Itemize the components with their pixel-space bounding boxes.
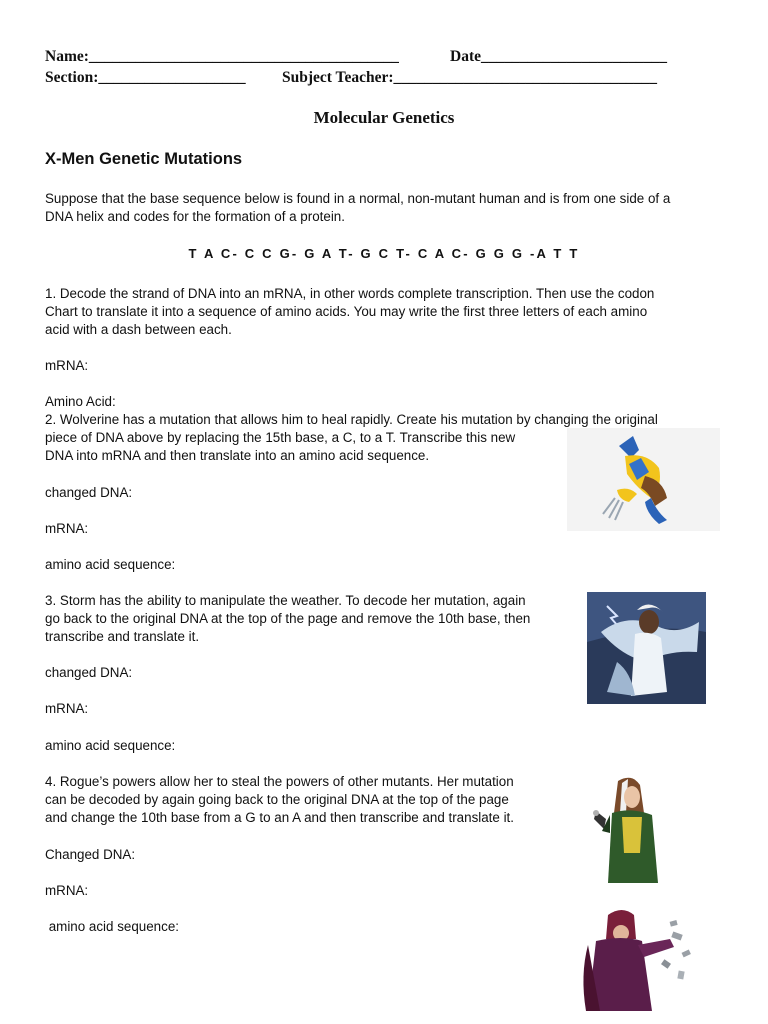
- name-field-label: Name:________________________________________: [45, 48, 399, 65]
- q1-line-2: Chart to translate it into a sequence of amino acids. You may write the first three letters of each amino: [45, 304, 648, 319]
- magneto-image: [578, 905, 702, 1013]
- q3-amino-label: amino acid sequence:: [45, 738, 176, 753]
- q2-line-1: 2. Wolverine has a mutation that allows him to heal rapidly. Create his mutation by changing the original: [45, 412, 658, 427]
- q3-line-1: 3. Storm has the ability to manipulate the weather. To decode her mutation, again: [45, 593, 526, 608]
- q4-changed-dna-label: Changed DNA:: [45, 847, 136, 862]
- wolverine-image: [567, 428, 720, 531]
- rogue-image: [588, 773, 668, 885]
- q4-line-1: 4. Rogue’s powers allow her to steal the powers of other mutants. Her mutation: [45, 774, 514, 789]
- q1-amino-label: Amino Acid:: [45, 394, 116, 409]
- q2-line-2: piece of DNA above by replacing the 15th base, a C, to a T. Transcribe this new: [45, 430, 516, 445]
- section-field-label: Section:___________________: [45, 69, 246, 86]
- date-field-label: Date________________________: [450, 48, 667, 65]
- page-title: Molecular Genetics: [313, 108, 455, 127]
- q3-changed-dna-label: changed DNA:: [45, 665, 133, 680]
- dna-sequence: T A C- C C G- G A T- G C T- C A C- G G G -A T T: [188, 246, 580, 261]
- intro-line-1: Suppose that the base sequence below is found in a normal, non-mutant human and is from one side of a: [45, 191, 671, 206]
- q3-line-2: go back to the original DNA at the top of the page and remove the 10th base, then: [45, 611, 531, 626]
- q4-amino-label: amino acid sequence:: [45, 919, 179, 934]
- q3-line-3: transcribe and translate it.: [45, 629, 200, 644]
- q1-mrna-label: mRNA:: [45, 358, 89, 373]
- q2-changed-dna-label: changed DNA:: [45, 485, 133, 500]
- q2-amino-label: amino acid sequence:: [45, 557, 176, 572]
- intro-line-2: DNA helix and codes for the formation of a protein.: [45, 209, 345, 224]
- q3-mrna-label: mRNA:: [45, 701, 89, 716]
- subject-teacher-field-label: Subject Teacher:__________________________________: [282, 69, 658, 86]
- q4-mrna-label: mRNA:: [45, 883, 89, 898]
- q2-mrna-label: mRNA:: [45, 521, 89, 536]
- q4-line-2: can be decoded by again going back to the original DNA at the top of the page: [45, 792, 509, 807]
- storm-image: [587, 592, 706, 704]
- q1-line-1: 1. Decode the strand of DNA into an mRNA, in other words complete transcription. Then use the codon: [45, 286, 655, 301]
- section-subtitle: X-Men Genetic Mutations: [45, 150, 243, 168]
- q4-line-3: and change the 10th base from a G to an A and then transcribe and translate it.: [45, 810, 514, 825]
- q1-line-3: acid with a dash between each.: [45, 322, 232, 337]
- q2-line-3: DNA into mRNA and then translate into an amino acid sequence.: [45, 448, 430, 463]
